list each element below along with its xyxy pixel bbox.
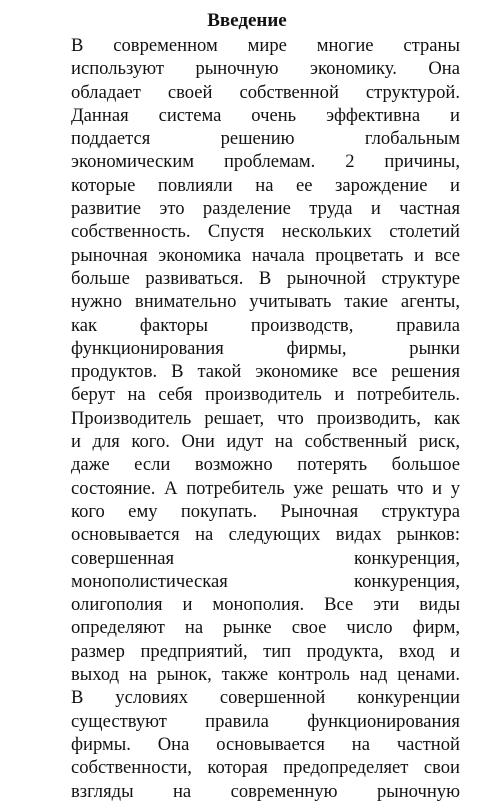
text-line: В условиях совершенной конкуренции <box>71 687 460 709</box>
text-line: и для кого. Они идут на собственный риск, <box>71 431 460 453</box>
text-line: развитие это разделение труда и частная <box>71 198 460 220</box>
text-line: собственность. Спустя нескольких столетий <box>71 221 460 243</box>
text-line: рыночная экономика начала процветать и все <box>71 244 460 266</box>
text-line: основывается на следующих видах рынков: <box>71 524 460 546</box>
text-line: Производитель решает, что производить, как <box>71 407 460 429</box>
text-line: берут на себя производитель и потребитель. <box>71 384 460 406</box>
document-title: Введение <box>207 10 287 31</box>
text-line: фирмы. Она основывается на частной <box>71 733 460 755</box>
text-line: состояние. А потребитель уже решать что и у <box>71 477 460 499</box>
text-line: В современном мире многие страны <box>71 35 460 56</box>
text-line: нужно внимательно учитывать такие агенты, <box>71 291 460 313</box>
text-line: экономическим проблемам. 2 причины, <box>71 151 460 173</box>
text-line: больше развиваться. В рыночной структуре <box>71 267 460 289</box>
text-line: монополистическая конкуренция, <box>71 570 460 592</box>
text-line: продуктов. В такой экономике все решения <box>71 361 460 383</box>
text-line: собственности, которая предопределяет свои <box>71 757 460 779</box>
text-line: функционирования фирмы, рынки <box>71 337 460 359</box>
text-line: размер предприятий, тип продукта, вход и <box>71 640 460 662</box>
text-line: совершенная конкуренция, <box>71 547 460 569</box>
text-line: как факторы производств, правила <box>71 314 460 336</box>
text-line: даже если возможно потерять большое <box>71 454 460 476</box>
text-line: обладает своей собственной структурой. <box>71 81 460 103</box>
text-line: кого ему покупать. Рыночная структура <box>71 500 460 522</box>
text-line: Данная система очень эффективна и <box>71 104 460 126</box>
text-line: поддается решению глобальным <box>71 128 460 150</box>
text-line: взгляды на современную рыночную <box>71 780 460 802</box>
text-line: определяют на рынке свое число фирм, <box>71 617 460 639</box>
text-line: используют рыночную экономику. Она <box>71 58 460 80</box>
document-body <box>71 34 460 803</box>
text-line: существуют правила функционирования <box>71 710 460 732</box>
text-line: олигополия и монополия. Все эти виды <box>71 594 460 616</box>
text-line: выход на рынок, также контроль над ценами. <box>71 664 460 686</box>
text-line: которые повлияли на ее зарождение и <box>71 174 460 196</box>
